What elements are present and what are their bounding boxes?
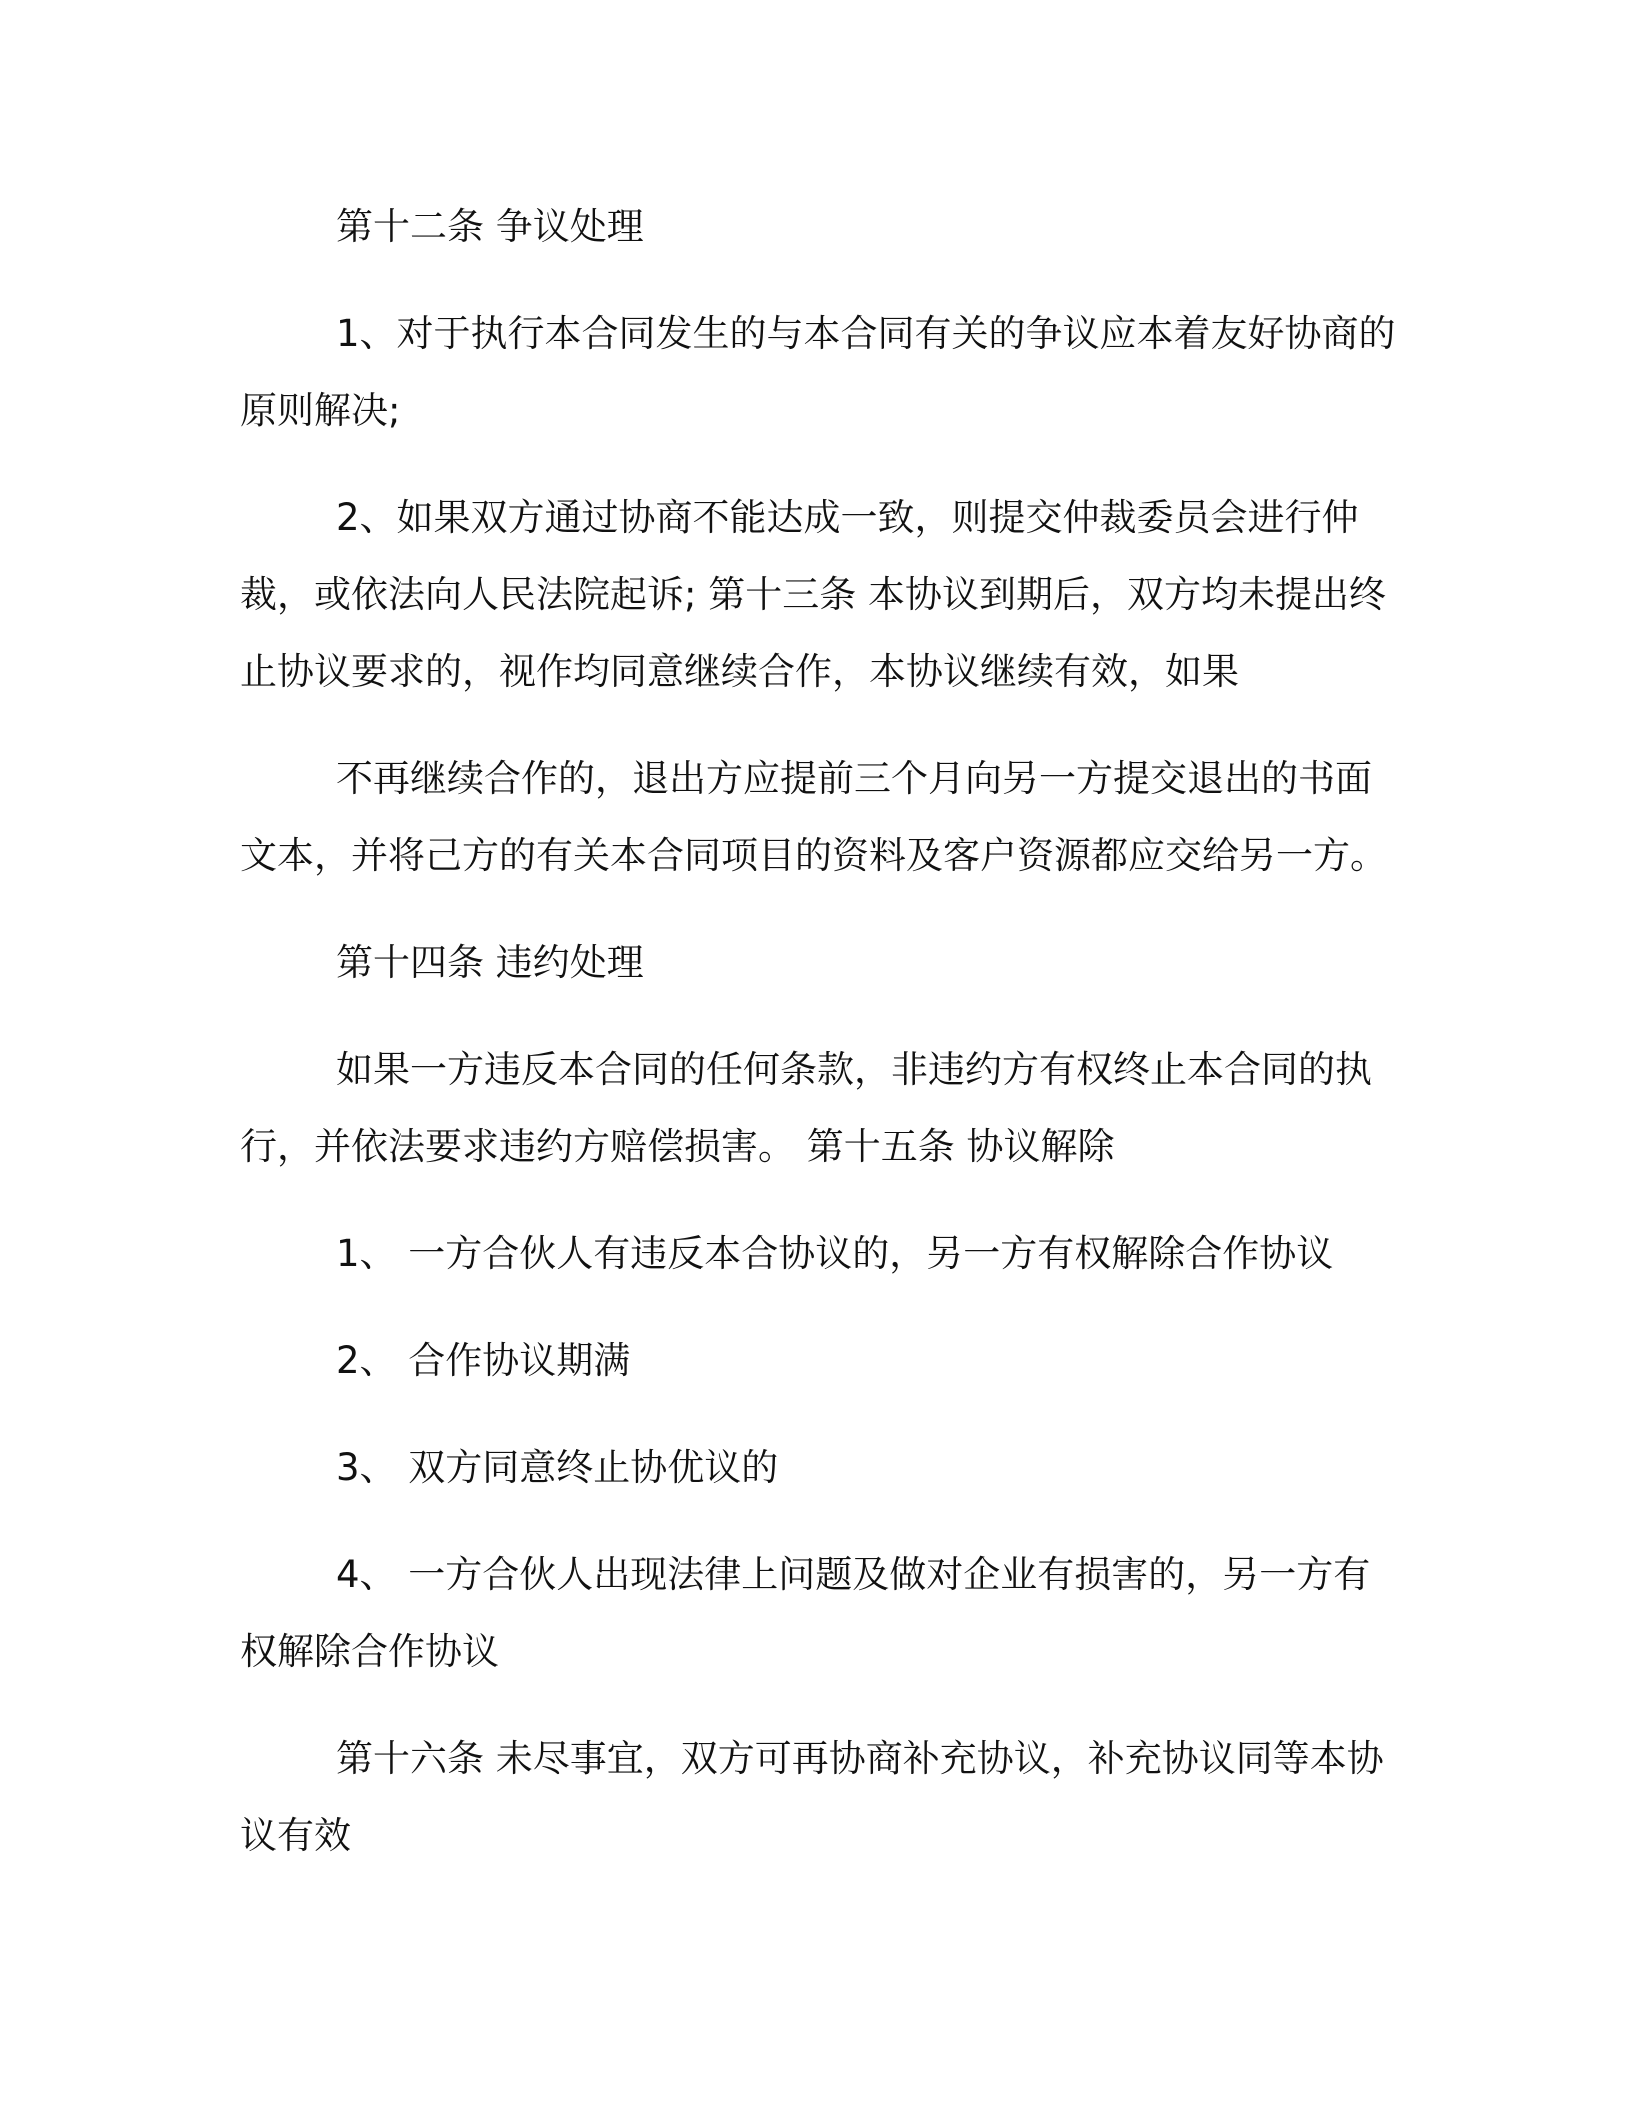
article-15-item-4: 4、 一方合伙人出现法律上问题及做对企业有损害的，另一方有权解除合作协议: [240, 1553, 1371, 1673]
article-12-clause-1: 1、对于执行本合同发生的与本合同有关的争议应本着友好协商的原则解决;: [240, 312, 1396, 432]
article-12-heading: 第十二条 争议处理: [336, 205, 644, 248]
article-15-item-3: 3、 双方同意终止协优议的: [336, 1446, 779, 1489]
article-12-clause-2-and-article-13: 2、如果双方通过协商不能达成一致，则提交仲裁委员会进行仲裁，或依法向人民法院起诉; 第十三条 本协议到期后，双方均未提出终止协议要求的，视作均同意继续合作，本协议继续有效，如果: [240, 496, 1386, 693]
article-14-heading: 第十四条 违约处理: [336, 941, 644, 984]
article-13-continuation: 不再继续合作的，退出方应提前三个月向另一方提交退出的书面文本，并将己方的有关本合同项目的资料及客户资源都应交给另一方。: [240, 757, 1387, 877]
article-16: 第十六条 未尽事宜，双方可再协商补充协议，补充协议同等本协议有效: [240, 1737, 1384, 1857]
article-15-item-1: 1、 一方合伙人有违反本合协议的，另一方有权解除合作协议: [336, 1232, 1334, 1275]
article-15-item-2: 2、 合作协议期满: [336, 1339, 631, 1382]
article-14-body-and-article-15-heading: 如果一方违反本合同的任何条款，非违约方有权终止本合同的执行，并依法要求违约方赔偿损害。 第十五条 协议解除: [240, 1048, 1372, 1168]
document-body: [240, 188, 1400, 1904]
